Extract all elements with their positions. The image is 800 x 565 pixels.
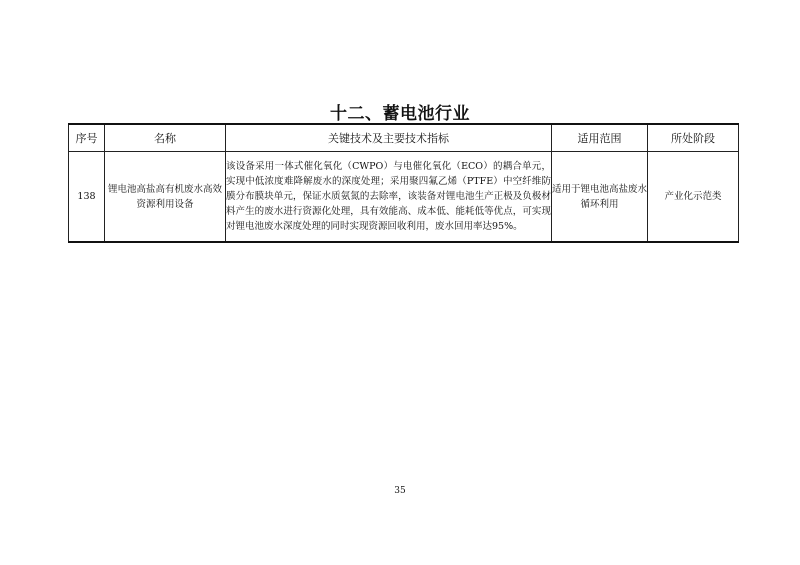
header-tech: 关键技术及主要技术指标 — [226, 124, 552, 152]
cell-name: 锂电池高盐高有机废水高效资源利用设备 — [105, 152, 226, 243]
cell-stage: 产业化示范类 — [648, 152, 739, 243]
header-scope: 适用范围 — [552, 124, 648, 152]
cell-scope: 适用于锂电池高盐废水循环利用 — [552, 152, 648, 243]
cell-seq: 138 — [69, 152, 105, 243]
table-row — [69, 152, 739, 243]
header-stage: 所处阶段 — [648, 124, 739, 152]
technology-table — [68, 123, 739, 243]
header-seq: 序号 — [69, 124, 105, 152]
section-title: 十二、蓄电池行业 — [330, 104, 470, 124]
table-header-row — [69, 124, 739, 152]
header-name: 名称 — [105, 124, 226, 152]
cell-tech: 该设备采用一体式催化氧化（CWPO）与电催化氧化（ECO）的耦合单元，实现中低浓度难降解废水的深度处理；采用聚四氟乙烯（PTFE）中空纤维防膜分布膜块单元，保证水质氨氮的去除率，该装备对锂电池生产正极及负极材料产生的废水进行资源化处理，具有效能高、成本低、能耗低等优点，可实现对锂电池废水深度处理的同时实现资源回收利用，废水回用率达95%。 — [226, 152, 552, 243]
page-number: 35 — [394, 486, 406, 496]
